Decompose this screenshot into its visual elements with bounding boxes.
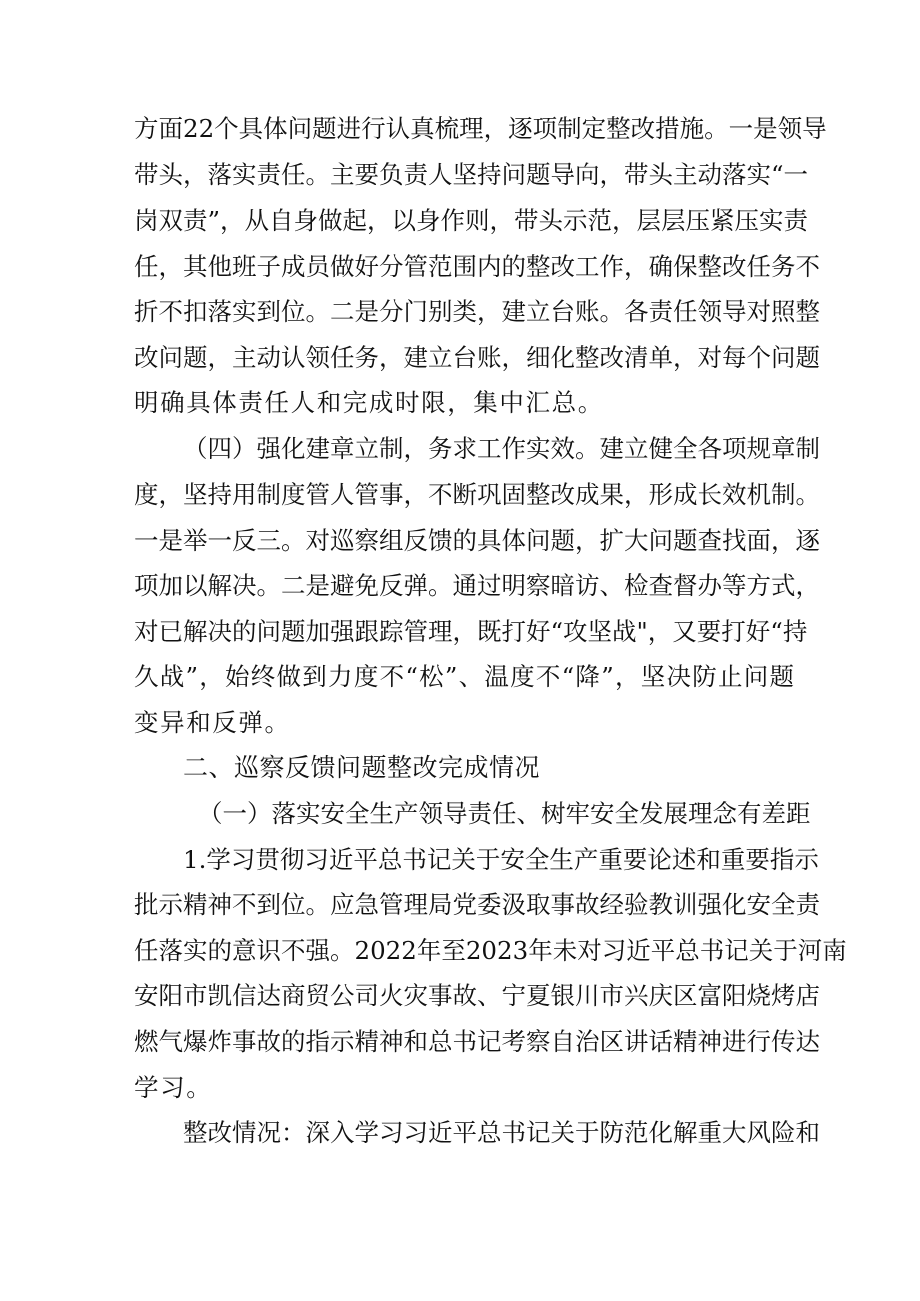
section-four-first-line: （四）强化建章立制，务求工作实效。建立健全各项规章制 <box>183 434 820 463</box>
body-line: 带头，落实责任。主要负责人坚持问题导向，带头主动落实“一 <box>134 160 809 189</box>
body-line: 任，其他班子成员做好分管范围内的整改工作，确保整改任务不 <box>134 252 820 281</box>
body-line: 度，坚持用制度管人管事，不断巩固整改成果，形成长效机制。 <box>134 480 820 509</box>
body-line: 久战”，始终做到力度不“松”、温度不“降”，坚决防止问题 <box>134 662 794 691</box>
body-line: 对已解决的问题加强跟踪管理，既打好“攻坚战"，又要打好“持 <box>134 617 808 646</box>
item-first-line: 1.学习贯彻习近平总书记关于安全生产重要论述和重要指示 <box>183 845 819 874</box>
body-line: 折不扣落实到位。二是分门别类，建立台账。各责任领导对照整 <box>134 297 820 326</box>
section-heading: 二、巡察反馈问题整改完成情况 <box>183 753 541 782</box>
rectification-first-line: 整改情况：深入学习习近平总书记关于防范化解重大风险和 <box>183 1118 820 1147</box>
body-line: 批示精神不到位。应急管理局党委汲取事故经验教训强化安全责 <box>134 890 820 919</box>
body-line: 改问题，主动认领任务，建立台账，细化整改清单，对每个问题 <box>134 343 820 372</box>
body-line: 方面22个具体问题进行认真梳理，逐项制定整改措施。一是领导 <box>134 114 827 143</box>
body-line: 变异和反弹。 <box>134 708 291 737</box>
body-line: 明确具体责任人和完成时限，集中汇总。 <box>134 388 604 417</box>
body-line: 项加以解决。二是避免反弹。通过明察暗访、检查督办等方式， <box>134 571 820 600</box>
body-line: 岗双责”，从自身做起，以身作则，带头示范，层层压紧压实责 <box>134 206 809 235</box>
body-line: 任落实的意识不强。2022年至2023年未对习近平总书记关于河南 <box>134 936 847 965</box>
body-line: 一是举一反三。对巡察组反馈的具体问题，扩大问题查找面，逐 <box>134 526 820 555</box>
body-line: 学习。 <box>134 1073 213 1102</box>
body-line: 安阳市凯信达商贸公司火灾事故、宁夏银川市兴庆区富阳烧烤店 <box>134 981 820 1010</box>
subsection-heading: （一）落实安全生产领导责任、树牢安全发展理念有差距 <box>198 799 811 828</box>
body-line: 燃气爆炸事故的指示精神和总书记考察自治区讲话精神进行传达 <box>134 1027 820 1056</box>
